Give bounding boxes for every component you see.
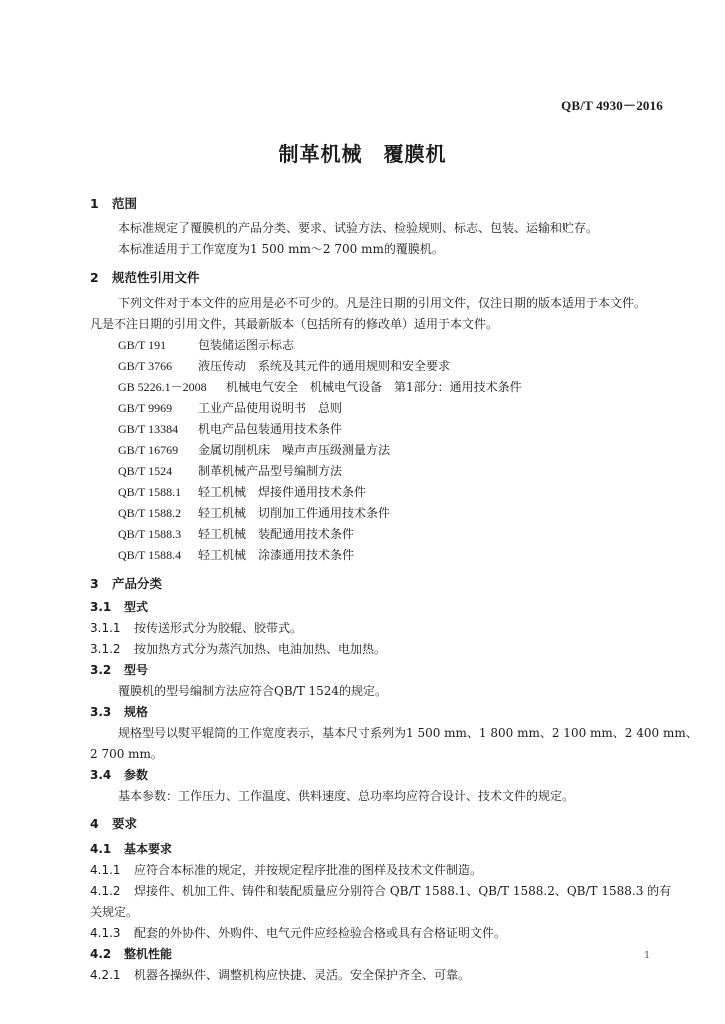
reference-item xyxy=(118,483,366,500)
subsection-number: 4.1 xyxy=(90,842,112,856)
reference-code: QB/T 1588.2 xyxy=(118,506,182,520)
subsection-title: 型式 xyxy=(124,600,149,614)
paragraph: 关规定。 xyxy=(90,905,139,919)
reference-item xyxy=(118,525,354,542)
reference-item xyxy=(118,546,354,563)
reference-item xyxy=(118,336,294,353)
clause-number: 3.1.2 xyxy=(90,642,121,656)
section-2-heading xyxy=(90,268,200,286)
section-number: 1 xyxy=(90,196,99,211)
reference-item xyxy=(118,441,390,458)
paragraph: 覆膜机的型号编制方法应符合QB/T 1524的规定。 xyxy=(118,684,388,698)
clause-text: 焊接件、机加工件、铸件和装配质量应分别符合 QB/T 1588.1、QB/T 1588.2、QB/T 1588.3 的有 xyxy=(134,884,672,898)
reference-item xyxy=(118,504,390,521)
reference-code: QB/T 1588.1 xyxy=(118,485,182,499)
clause-number: 3.1.1 xyxy=(90,621,121,635)
subsection-title: 基本要求 xyxy=(124,842,173,856)
subsection-3-2-heading xyxy=(90,661,148,678)
reference-code: GB 5226.1－2008 xyxy=(118,380,207,394)
subsection-number: 3.4 xyxy=(90,768,112,782)
subsection-number: 3.2 xyxy=(90,663,112,677)
reference-title: 轻工机械 焊接件通用技术条件 xyxy=(198,485,367,499)
reference-item xyxy=(118,399,342,416)
subsection-title: 整机性能 xyxy=(124,947,173,961)
reference-item xyxy=(118,378,522,395)
reference-title: 轻工机械 切削加工件通用技术条件 xyxy=(198,506,391,520)
section-number: 3 xyxy=(90,576,99,591)
clause-3-1-2 xyxy=(90,640,386,657)
clause-4-1-1 xyxy=(90,861,482,878)
subsection-number: 3.1 xyxy=(90,600,112,614)
reference-title: 金属切削机床 噪声声压级测量方法 xyxy=(198,443,391,457)
reference-title: 制革机械产品型号编制方法 xyxy=(198,464,343,478)
clause-number: 4.1.3 xyxy=(90,926,121,940)
clause-text: 配套的外协件、外购件、电气元件应经检验合格或具有合格证明文件。 xyxy=(134,926,507,940)
document-title: 制革机械 覆膜机 xyxy=(278,142,447,166)
paragraph: 基本参数：工作压力、工作温度、供料速度、总功率均应符合设计、技术文件的规定。 xyxy=(118,789,575,803)
clause-text: 按加热方式分为蒸汽加热、电油加热、电加热。 xyxy=(134,642,387,656)
section-title: 范围 xyxy=(112,196,138,211)
clause-number: 4.2.1 xyxy=(90,968,121,982)
section-number: 2 xyxy=(90,270,99,285)
reference-title: 工业产品使用说明书 总则 xyxy=(198,401,343,415)
clause-number: 4.1.1 xyxy=(90,863,121,877)
reference-code: QB/T 1524 xyxy=(118,464,173,478)
subsection-number: 3.3 xyxy=(90,705,112,719)
subsection-title: 规格 xyxy=(124,705,149,719)
reference-code: GB/T 16769 xyxy=(118,443,179,457)
subsection-4-1-heading xyxy=(90,840,172,857)
page-number: 1 xyxy=(644,951,650,961)
section-4-heading xyxy=(90,814,137,832)
paragraph: 规格型号以熨平辊筒的工作宽度表示，基本尺寸系列为1 500 mm、1 800 mm、2 100 mm、2 400 mm、 xyxy=(118,726,698,740)
reference-code: QB/T 1588.3 xyxy=(118,527,182,541)
standard-code: QB/T 4930－2016 xyxy=(561,98,663,113)
subsection-title: 型号 xyxy=(124,663,149,677)
reference-item xyxy=(118,420,342,437)
reference-code: GB/T 3766 xyxy=(118,359,173,373)
clause-3-1-1 xyxy=(90,619,302,636)
section-number: 4 xyxy=(90,816,99,831)
reference-item xyxy=(118,462,342,479)
subsection-3-4-heading xyxy=(90,766,148,783)
paragraph: 下列文件对于本文件的应用是必不可少的。凡是注日期的引用文件，仅注日期的版本适用于本文件。 xyxy=(118,296,647,310)
clause-4-1-3 xyxy=(90,924,506,941)
clause-number: 4.1.2 xyxy=(90,884,121,898)
clause-4-2-1 xyxy=(90,966,470,983)
subsection-title: 参数 xyxy=(124,768,149,782)
section-title: 产品分类 xyxy=(112,576,163,591)
reference-title: 包装储运图示标志 xyxy=(198,338,295,352)
section-title: 要求 xyxy=(112,816,138,831)
paragraph: 2 700 mm。 xyxy=(90,747,163,761)
reference-title: 机械电气安全 机械电气设备 第1部分：通用技术条件 xyxy=(226,380,522,394)
reference-code: GB/T 9969 xyxy=(118,401,173,415)
reference-title: 机电产品包装通用技术条件 xyxy=(198,422,343,436)
reference-code: QB/T 1588.4 xyxy=(118,548,182,562)
reference-title: 轻工机械 涂漆通用技术条件 xyxy=(198,548,355,562)
section-3-heading xyxy=(90,574,162,592)
reference-code: GB/T 13384 xyxy=(118,422,179,436)
clause-text: 按传送形式分为胶辊、胶带式。 xyxy=(134,621,303,635)
subsection-number: 4.2 xyxy=(90,947,112,961)
clause-4-1-2 xyxy=(90,882,671,899)
reference-item xyxy=(118,357,450,374)
subsection-3-1-heading xyxy=(90,598,148,615)
subsection-4-2-heading xyxy=(90,945,172,962)
clause-text: 机器各操纵件、调整机构应快捷、灵活。安全保护齐全、可靠。 xyxy=(134,968,471,982)
reference-title: 轻工机械 装配通用技术条件 xyxy=(198,527,355,541)
reference-code: GB/T 191 xyxy=(118,338,167,352)
paragraph: 本标准规定了覆膜机的产品分类、要求、试验方法、检验规则、标志、包装、运输和贮存。 xyxy=(118,221,599,235)
paragraph: 凡是不注日期的引用文件，其最新版本（包括所有的修改单）适用于本文件。 xyxy=(90,317,499,331)
section-1-heading xyxy=(90,194,137,212)
section-title: 规范性引用文件 xyxy=(112,270,200,285)
paragraph: 本标准适用于工作宽度为1 500 mm～2 700 mm的覆膜机。 xyxy=(118,242,444,256)
reference-title: 液压传动 系统及其元件的通用规则和安全要求 xyxy=(198,359,451,373)
clause-text: 应符合本标准的规定，并按规定程序批准的图样及技术文件制造。 xyxy=(134,863,483,877)
subsection-3-3-heading xyxy=(90,703,148,720)
